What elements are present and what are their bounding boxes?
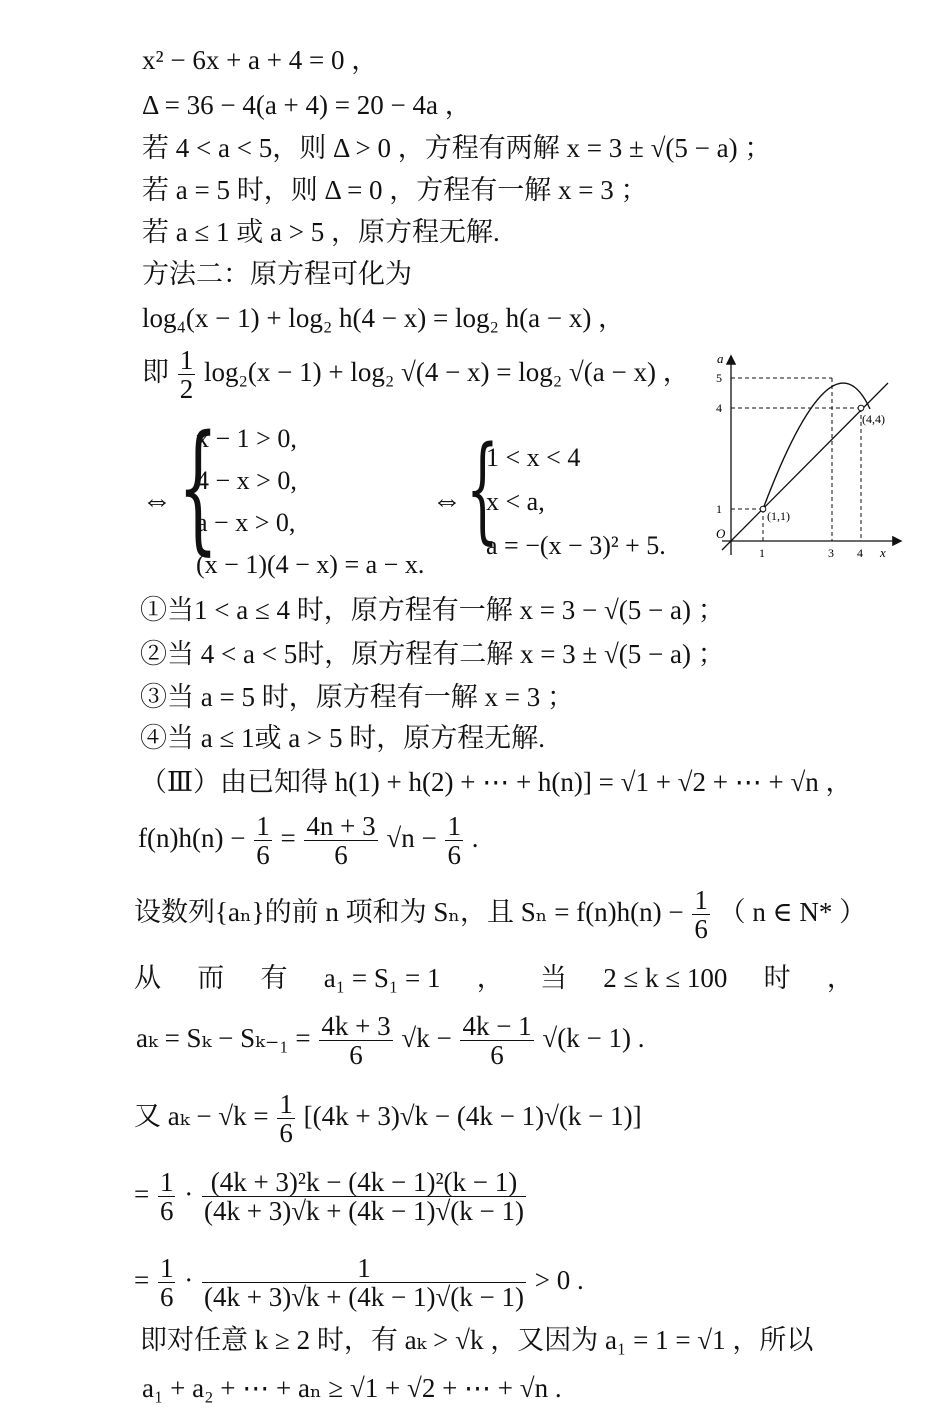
case-3: ③当 a = 5 时，原方程有一解 x = 3 ； <box>140 682 574 712</box>
point-label-4-4: (4,4) <box>862 412 885 426</box>
equals-sign: = <box>134 1265 150 1296</box>
numerator: 1 <box>256 811 270 841</box>
system-1-line: 4 − x > 0, <box>196 466 297 495</box>
eq-line-7: log₄(x − 1) + log₂ h(4 − x) = log₂ h(a − x) ， <box>142 303 626 333</box>
sqrt-n-term: √n − <box>386 823 437 854</box>
numerator: 4k − 1 <box>462 1011 532 1041</box>
y-tick-4: 4 <box>716 401 722 415</box>
comma: ， <box>826 963 854 993</box>
eq-line-8 <box>142 346 690 404</box>
difference-line-3 <box>134 1254 584 1312</box>
point-4-4 <box>858 405 864 411</box>
x-tick-3: 3 <box>828 546 834 560</box>
word: 当 <box>540 963 568 993</box>
denominator: 6 <box>159 1196 174 1227</box>
fraction <box>445 812 463 870</box>
denominator: 6 <box>279 1118 293 1149</box>
ak-formula-line <box>136 1012 644 1070</box>
half-fraction <box>178 346 196 404</box>
k-range: 2 ≤ k ≤ 100 <box>603 963 728 993</box>
eq-line-8-rest: log₂(x − 1) + log₂ √(4 − x) = log₂ √(a − x) ， <box>204 357 690 388</box>
fraction <box>319 1012 392 1070</box>
point-1-1 <box>760 506 766 512</box>
method-two-heading: 方法二：原方程可化为 <box>142 259 412 289</box>
part-three-line: （Ⅲ）由已知得 h(1) + h(2) + ⋯ + h(n)] = √1 + √2 + ⋯ + √n ， <box>140 767 853 797</box>
eq-line-2: Δ = 36 − 4(a + 4) = 20 − 4a ， <box>142 90 472 120</box>
period: . <box>471 823 479 854</box>
numerator: 4k + 3 <box>321 1011 391 1041</box>
sqrt-k-minus-1-term: √(k − 1) . <box>542 1023 645 1054</box>
denominator: (4k + 3)√k + (4k − 1)√(k − 1) <box>203 1282 524 1313</box>
fraction <box>158 1254 176 1312</box>
system-2-line: a = −(x − 3)² + 5. <box>486 531 666 560</box>
denominator: 6 <box>490 1040 504 1071</box>
denominator: 6 <box>447 840 461 871</box>
numerator: 1 <box>159 1167 174 1197</box>
fn-hn-prefix: f(n)h(n) − <box>138 823 246 854</box>
case-4: ④当 a ≤ 1或 a > 5 时，原方程无解. <box>140 723 546 753</box>
difference-line-1 <box>134 1090 642 1148</box>
system-2-line: x < a, <box>486 487 545 516</box>
difference-prefix: 又 aₖ − √k = <box>134 1101 269 1132</box>
word: 而 <box>197 963 225 993</box>
eq-line-8-prefix: 即 <box>142 357 169 388</box>
equiv-symbol-1: ⇔ <box>142 484 172 517</box>
system-1 <box>196 418 424 586</box>
system-1-line: (x − 1)(4 − x) = a − x. <box>196 550 425 579</box>
point-label-1-1: (1,1) <box>767 509 790 523</box>
equiv-symbol-2: ⇔ <box>432 484 462 517</box>
numerator: 1 <box>694 885 708 915</box>
eq-line-1: x² − 6x + a + 4 = 0 ， <box>142 45 379 75</box>
word: 时 <box>763 963 791 993</box>
difference-bracket: [(4k + 3)√k − (4k − 1)√(k − 1)] <box>303 1101 642 1132</box>
graph-figure <box>700 345 910 565</box>
denominator: 6 <box>694 914 708 945</box>
greater-than-zero: > 0 . <box>534 1265 584 1296</box>
y-tick-5: 5 <box>716 371 722 385</box>
eq-line-5: 若 a ≤ 1 或 a > 5 ，原方程无解. <box>142 217 500 247</box>
dot-operator: · <box>184 1179 194 1210</box>
word: 从 <box>134 963 161 993</box>
comma: ， <box>476 963 504 993</box>
fraction <box>277 1090 295 1148</box>
denominator: 6 <box>256 840 270 871</box>
conclusion-line-1: 即对任意 k ≥ 2 时，有 aₖ > √k ，又因为 a₁ = 1 = √1 ，所以 <box>140 1325 814 1355</box>
sequence-def-suffix: （ n ∈ N* ） <box>718 897 867 928</box>
difference-line-2 <box>134 1168 528 1226</box>
numerator: 1 <box>447 811 461 841</box>
numerator: 1 <box>279 1089 293 1119</box>
numerator: 1 <box>159 1253 174 1283</box>
half-denominator: 2 <box>179 374 194 405</box>
eq-line-3: 若 4 < a < 5，则 Δ > 0 ，方程有两解 x = 3 ± √(5 − a) ； <box>142 133 772 163</box>
x-tick-1: 1 <box>759 546 765 560</box>
word: 有 <box>260 963 288 993</box>
numerator: 1 <box>202 1254 526 1283</box>
x-tick-4: 4 <box>857 546 863 560</box>
conclusion-line-2: a₁ + a₂ + ⋯ + aₙ ≥ √1 + √2 + ⋯ + √n . <box>142 1373 562 1403</box>
axis-label-x: x <box>880 545 886 560</box>
dot-operator: · <box>184 1265 194 1296</box>
fraction <box>202 1254 526 1312</box>
eq-line-4: 若 a = 5 时，则 Δ = 0 ，方程有一解 x = 3 ； <box>142 175 648 205</box>
sqrt-k-term: √k − <box>401 1023 452 1054</box>
fraction <box>158 1168 176 1226</box>
fraction <box>254 812 272 870</box>
half-numerator: 1 <box>179 345 194 375</box>
axis-label-a: a <box>717 351 724 366</box>
a1-equals-s1: a₁ = S₁ = 1 <box>323 963 441 993</box>
left-brace-2: { <box>466 422 499 556</box>
denominator: 6 <box>159 1282 174 1313</box>
denominator: 6 <box>334 840 348 871</box>
fraction <box>692 886 710 944</box>
sequence-definition-line <box>134 886 866 944</box>
system-1-line: x − 1 > 0, <box>196 424 297 453</box>
fn-hn-line <box>138 812 478 870</box>
fraction <box>460 1012 533 1070</box>
numerator: 4n + 3 <box>306 811 376 841</box>
equals-sign: = <box>280 823 296 854</box>
denominator: 6 <box>349 1040 363 1071</box>
system-2 <box>486 436 666 568</box>
ak-prefix: aₖ = Sₖ − Sₖ₋₁ = <box>136 1023 311 1054</box>
system-2-line: 1 < x < 4 <box>486 443 581 472</box>
left-brace-1: { <box>178 406 219 569</box>
equals-sign: = <box>134 1179 150 1210</box>
system-1-line: a − x > 0, <box>196 508 296 537</box>
case-1: ①当1 < a ≤ 4 时，原方程有一解 x = 3 − √(5 − a) ； <box>140 595 725 625</box>
sequence-def-prefix: 设数列{aₙ}的前 n 项和为 Sₙ，且 Sₙ = f(n)h(n) − <box>134 897 684 928</box>
numerator: (4k + 3)²k − (4k − 1)²(k − 1) <box>202 1168 526 1197</box>
fraction <box>304 812 377 870</box>
y-tick-1: 1 <box>716 502 722 516</box>
origin-label: O <box>716 526 726 541</box>
case-2: ②当 4 < a < 5时，原方程有二解 x = 3 ± √(5 − a) ； <box>140 639 725 669</box>
from-therefore-line <box>134 960 854 996</box>
fraction <box>202 1168 526 1226</box>
parabola-curve <box>763 383 870 509</box>
denominator: (4k + 3)√k + (4k − 1)√(k − 1) <box>203 1196 524 1227</box>
